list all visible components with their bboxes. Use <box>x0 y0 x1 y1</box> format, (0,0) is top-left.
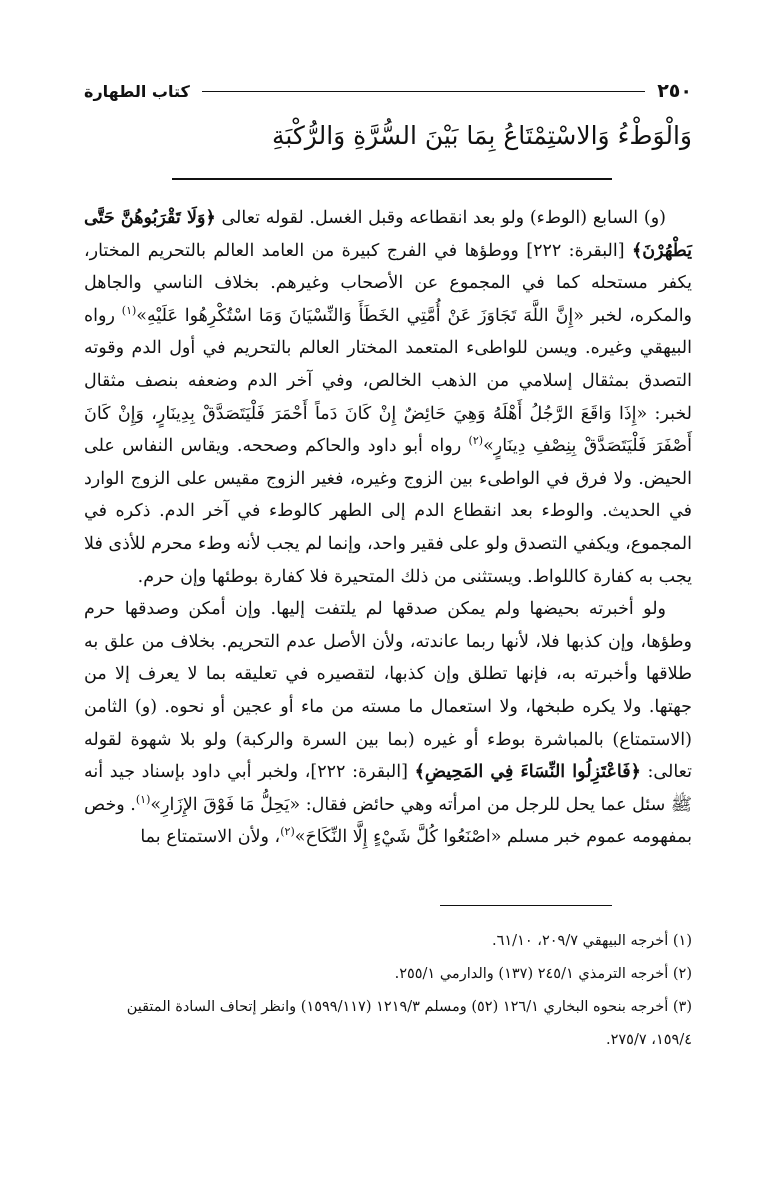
text-run: ولو أخبرته بحيضها ولم يمكن صدقها لم يلتفت إليها. وإن أمكن وصدقها حرم وطؤها، وإن كذبها فلا، لأنها ربما عاندته، ولأن الأصل عدم التحريم. بخلاف من علق به طلاقها وأخبرته به، فإنها تطلق وإن كذبها، لتقصيره في تعليقه بما لا يعرف إلا من جهتها. ولا يكره طبخها، ولا استعمال ما مسته من ماء أو عجين أو نحوه. (و) الثامن (الاستمتاع) بالمباشرة بوطء أو غيره (بما بين السرة والركبة) ولو بلا شهوة لقوله تعالى: <box>84 599 692 783</box>
paragraph-2 <box>84 593 692 854</box>
hadith-quote: «إِنَّ اللَّهَ تَجَاوَزَ عَنْ أُمَّتِي الخَطَأَ وَالنِّسْيَانَ وَمَا اسْتُكْرِهُوا عَلَيْهِ» <box>136 305 584 326</box>
running-header <box>84 76 692 106</box>
text-run: . وخص بمفهومه عموم خبر مسلم <box>84 794 692 848</box>
footnote-ref: (٢) <box>280 825 295 839</box>
hadith-quote: «إِذَا وَاقَعَ الرَّجُلُ أَهْلَهُ وَهِيَ حَائِضٌ إِنْ كَانَ دَماً أَحْمَرَ فَلْيَتَصَدَّقْ بِدِينَارٍ، وَإِنْ كَانَ أَصْفَرَ فَلْيَتَصَدَّقْ بِنِصْفِ دِينَارٍ» <box>84 403 692 457</box>
text-run: [البقرة: ٢٢٢]، ولخبر أبي داود بإسناد جيد أنه ﷺ سئل عما يحل للرجل من امرأته وهي حائض فقال: <box>84 762 692 815</box>
matn-text: وَالْوَطْءُ وَالاسْتِمْتَاعُ بِمَا بَيْنَ السُّرَّةِ وَالرُّكْبَةِ <box>271 121 692 150</box>
footnote-ref: (١) <box>121 303 137 317</box>
footnote-separator <box>440 905 612 906</box>
paragraph-1 <box>84 202 692 593</box>
quran-quote: ﴿فَاعْتَزِلُوا النِّسَاءَ فِي المَحِيضِ﴾ <box>414 762 641 783</box>
footnote-2: (٢) أخرجه الترمذي ٢٤٥/١ (١٣٧) والدارمي ٢٥٥/١. <box>394 966 692 982</box>
footnote-3: (٣) أخرجه بنحوه البخاري ١٢٦/١ (٥٢) ومسلم ١٢١٩/٣ (١٥٩٩/١١٧) وانظر إتحاف السادة المتقين ١٥٩/٤، ٢٧٥/٧. <box>126 999 692 1048</box>
commentary-body <box>84 202 692 854</box>
page-number: ٢٥٠ <box>657 80 692 102</box>
footnote-ref: (١) <box>135 792 151 806</box>
text-run: رواه أبو داود والحاكم وصححه. ويقاس النفاس على الحيض. ولا فرق في الواطىء بين الزوج وغيره، فغير الزوج مقيس على الزوج الوارد في الحديث. والوطء بعد انقطاع الدم إلى الطهر كالوطء في آخر الدم. ذكره في المجموع، ويكفي التصدق ولو على فقير واحد، وإنما لم يجب لأنه وطء محرم للأذى فلا يجب به كفارة كاللواط. ويستثنى من ذلك المتحيرة فلا كفارة بوطئها وإن حرم. <box>84 436 692 587</box>
text-run: رواه البيهقي وغيره. ويسن للواطىء المتعمد المختار العالم بالتحريم في أول الدم وقوته التصدق بمثقال إسلامي من الذهب الخالص، وفي آخر الدم وضعفه بنصف مثقال لخبر: <box>84 305 692 424</box>
footnotes <box>84 925 692 1057</box>
book-title: كتاب الطهارة <box>84 81 190 101</box>
text-run: ، ولأن الاستمتاع بما <box>140 827 281 848</box>
header-rule <box>202 91 645 92</box>
footnote-ref: (٢) <box>468 434 484 448</box>
text-run: [البقرة: ٢٢٢] ووطؤها في الفرج كبيرة من العامد العالم بالتحريم المختار، يكفر مستحله كما في المجموع عن الأصحاب وغيرهم. بخلاف الناسي والجاهل والمكره، لخبر <box>84 240 693 326</box>
footnote-1: (١) أخرجه البيهقي ٢٠٩/٧، ٦١/١٠. <box>492 933 692 949</box>
quran-quote: ﴿وَلَا تَقْرَبُوهُنَّ حَتَّى يَطْهُرْنَ﴾ <box>84 208 692 261</box>
matn-separator <box>172 178 612 180</box>
hadith-quote: «يَحِلُّ مَا فَوْقَ الإِزَارِ» <box>150 794 301 815</box>
hadith-quote: «اصْنَعُوا كُلَّ شَيْءٍ إِلَّا النِّكَاحَ» <box>294 827 502 848</box>
text-run: (و) السابع (الوطء) ولو بعد انقطاعه وقبل الغسل. لقوله تعالى <box>215 208 666 228</box>
